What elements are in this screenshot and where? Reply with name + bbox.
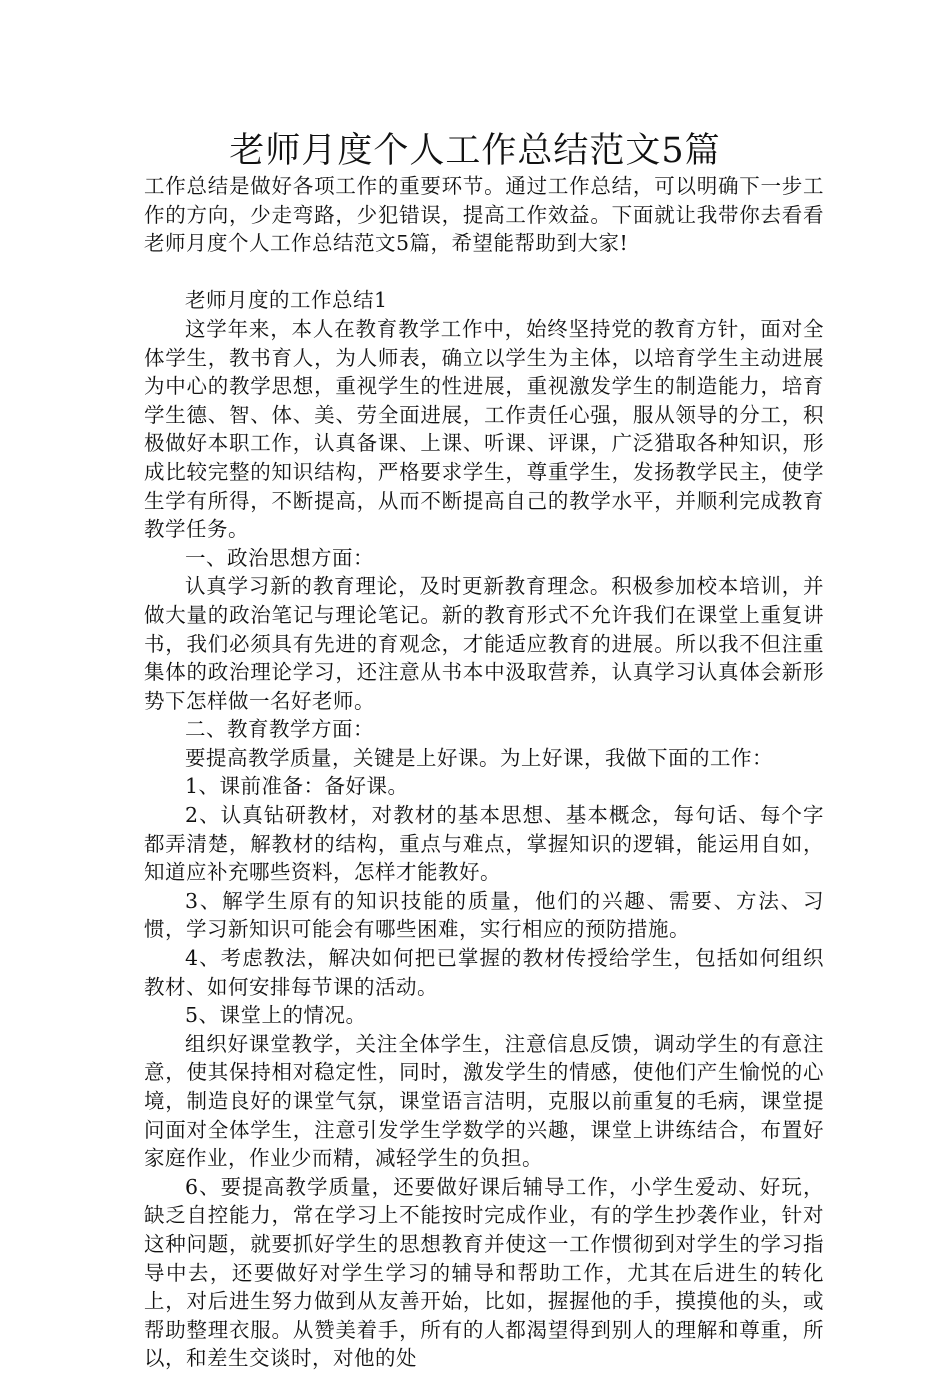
body-paragraph-3: 要提高教学质量，关键是上好课。为上好课，我做下面的工作：	[185, 745, 773, 770]
list-item-3: 3、解学生原有的知识技能的质量，他们的兴趣、需要、方法、习惯，学习新知识可能会有哪些困难，实行相应的预防措施。	[144, 888, 824, 942]
list-item-1: 1、课前准备：备好课。	[185, 774, 409, 799]
heading-politics: 一、政治思想方面：	[185, 545, 374, 570]
intro-paragraph: 工作总结是做好各项工作的重要环节。通过工作总结，可以明确下一步工作的方向，少走弯路，少犯错误，提高工作效益。下面就让我带你去看看老师月度个人工作总结范文5篇，希望能帮助到大家!	[144, 174, 824, 256]
body-paragraph-2: 认真学习新的教育理论，及时更新教育理念。积极参加校本培训，并做大量的政治笔记与理论笔记。新的教育形式不允许我们在课堂上重复讲书，我们必须具有先进的育观念，才能适应教育的进展。所以我不但注重集体的政治理论学习，还注意从书本中汲取营养，认真学习认真体会新形势下怎样做一名好老师。	[144, 574, 824, 713]
document-body	[144, 172, 824, 1373]
list-item-5: 5、课堂上的情况。	[185, 1003, 367, 1028]
paragraph-gap	[144, 258, 824, 287]
section-heading: 老师月度的工作总结1	[185, 288, 388, 313]
document-title: 老师月度个人工作总结范文5篇	[229, 131, 721, 171]
list-item-2: 2、认真钻研教材，对教材的基本思想、基本概念，每句话、每个字都弄清楚，解教材的结构，重点与难点，掌握知识的逻辑，能运用自如，知道应补充哪些资料，怎样才能教好。	[144, 803, 824, 885]
heading-teaching: 二、教育教学方面：	[185, 717, 374, 742]
list-item-6: 6、要提高教学质量，还要做好课后辅导工作，小学生爱动、好玩，缺乏自控能力，常在学习上不能按时完成作业，有的学生抄袭作业，针对这种问题，就要抓好学生的思想教育并使这一工作惯彻到对学生的学习指导中去，还要做好对学生学习的辅导和帮助工作，尤其在后进生的转化上，对后进生努力做到从友善开始，比如，握握他的手，摸摸他的头，或帮助整理衣服。从赞美着手，所有的人都渴望得到别人的理解和尊重，所以，和差生交谈时，对他的处	[144, 1174, 824, 1371]
body-paragraph-4: 组织好课堂教学，关注全体学生，注意信息反馈，调动学生的有意注意，使其保持相对稳定性，同时，激发学生的情感，使他们产生愉悦的心境，制造良好的课堂气氛，课堂语言洁明，克服以前重复的毛病，课堂提问面对全体学生，注意引发学生学数学的兴趣，课堂上讲练结合，布置好家庭作业，作业少而精，减轻学生的负担。	[144, 1031, 824, 1171]
body-paragraph-1: 这学年来，本人在教育教学工作中，始终坚持党的教育方针，面对全体学生，教书育人，为人师表，确立以学生为主体，以培育学生主动进展为中心的教学思想，重视学生的性进展，重视激发学生的制造能力，培育学生德、智、体、美、劳全面进展，工作责任心强，服从领导的分工，积极做好本职工作，认真备课、上课、听课、评课，广泛猎取各种知识，形成比较完整的知识结构，严格要求学生，尊重学生，发扬教学民主，使学生学有所得，不断提高，从而不断提高自己的教学水平，并顺利完成教育教学任务。	[144, 316, 824, 542]
list-item-4: 4、考虑教法，解决如何把已掌握的教材传授给学生，包括如何组织教材、如何安排每节课的活动。	[144, 946, 824, 999]
